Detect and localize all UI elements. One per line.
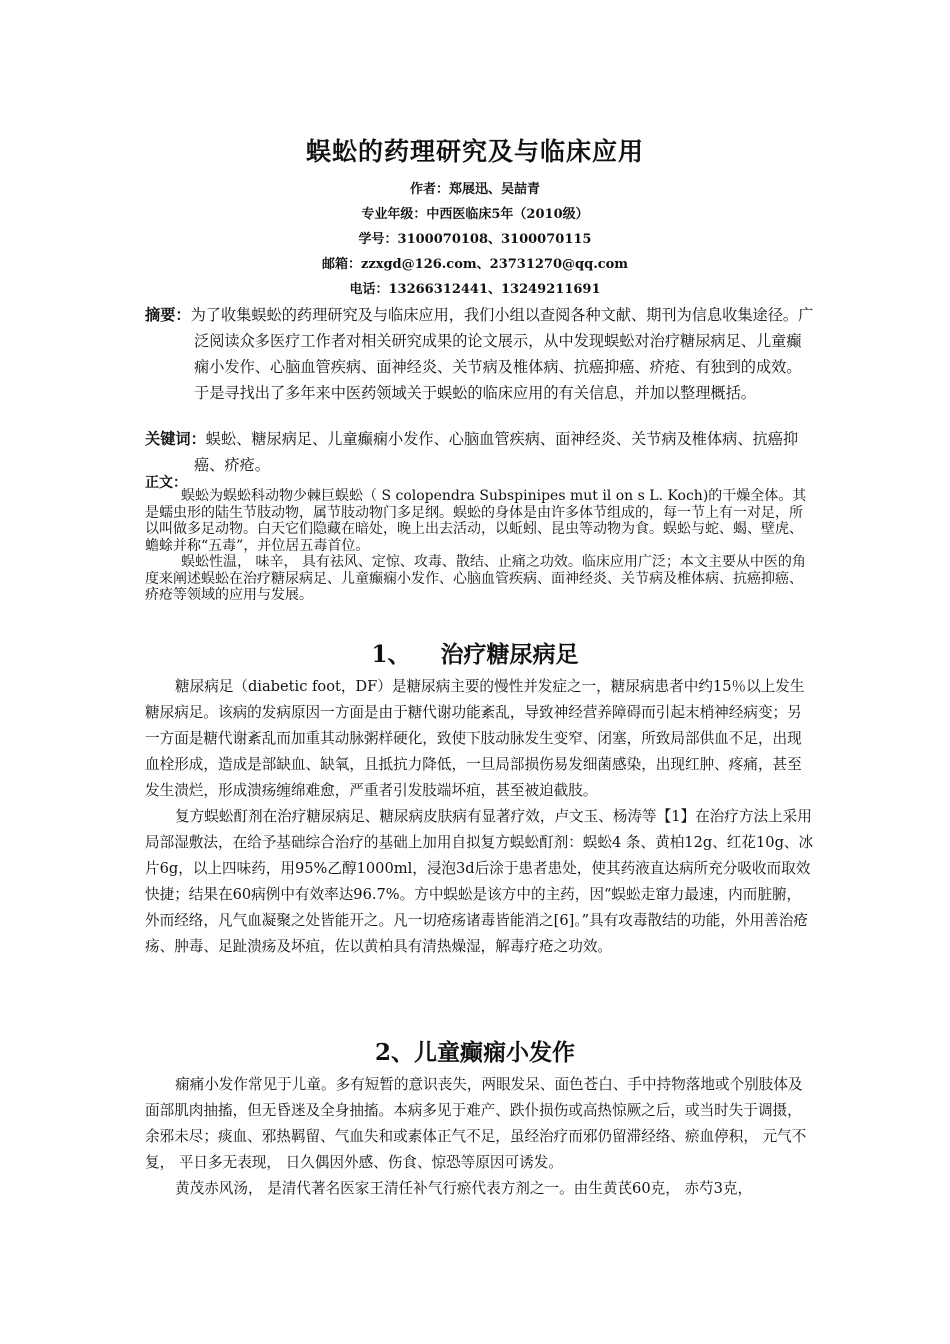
section-heading-2 [0,1034,950,1067]
section-heading-text: 治疗糖尿病足 [440,641,579,668]
email-label: 邮箱： [321,257,361,272]
intro-paragraph-1: 蜈蚣为蜈蚣科动物少棘巨蜈蚣（ S colopendra Subspinipes mut il on s L. Koch)的干燥全体。其是蠕虫形的陆生节肢动物，属节肢动物门多足纲。蜈蚣的身体是由许多体节组成的，每一节上有一对足，所以叫做多足动物。白天它们隐藏在暗处，晚上出去活动，以蚯蚓、昆虫等动物为食。蜈蚣与蛇、蝎、壁虎、蟾蜍并称“五毒”，并位居五毒首位。 [145,488,807,554]
section-2-body [145,1072,815,1202]
email-value: zzxgd@126.com、23731270@qq.com [360,257,629,272]
abstract-text: 为了收集蜈蚣的药理研究及与临床应用，我们小组以查阅各种文献、期刊为信息收集途径。广泛阅读众多医疗工作者对相关研究成果的论文展示，从中发现蜈蚣对治疗糖尿病足、儿童癫痫小发作、心脑血管疾病、面神经炎、关节病及椎体病、抗癌抑癌、疥疮、有独到的成效。于是寻找出了多年来中医药领域关于蜈蚣的临床应用的有关信息，并加以整理概括。 [190,306,814,402]
student-id-value: 3100070108、3100070115 [397,232,592,247]
section-number: 2、 [374,1039,414,1066]
intro-section [145,488,815,604]
grade-line [0,203,950,222]
abstract-label: 摘要： [145,306,191,324]
author-value: 郑展迅、吴喆青 [449,182,541,197]
phone-line [0,278,950,297]
abstract [145,302,815,406]
student-id-line [0,228,950,247]
body-label: 正文： [145,475,187,491]
keywords-label: 关键词： [145,430,206,448]
grade-label: 专业年级： [361,207,427,222]
keywords [145,426,815,478]
author-label: 作者： [409,182,449,197]
section-1-body [145,674,815,960]
document-title: 蜈蚣的药理研究及与临床应用 [305,137,644,166]
section-1-paragraph-1: 糖尿病足（diabetic foot，DF）是糖尿病主要的慢性并发症之一，糖尿病患者中约15％以上发生糖尿病足。该病的发病原因一方面是由于糖代谢功能紊乱，导致神经营养障碍而引起末梢神经病变；另一方面是糖代谢紊乱而加重其动脉粥样硬化，致使下肢动脉发生变窄、闭塞，所致局部供血不足，出现血栓形成，造成是部缺血、缺氧，且抵抗力降低，一旦局部损伤易发细菌感染，出现红肿、疼痛，甚至发生溃烂，形成溃疡缠绵难愈，严重者引发肢端坏疽，甚至被迫截肢。 [145,678,805,799]
keywords-text: 蜈蚣、糖尿病足、儿童癫痫小发作、心脑血管疾病、面神经炎、关节病及椎体病、抗癌抑癌、疥疮。 [194,430,799,474]
student-id-label: 学号： [358,232,398,247]
section-1-paragraph-2: 复方蜈蚣酊剂在治疗糖尿病足、糖尿病皮肤病有显著疗效，卢文玉、杨涛等【1】在治疗方法上采用局部湿敷法，在给予基础综合治疗的基础上加用自拟复方蜈蚣酊剂：蜈蚣4 条、黄柏12g、红花10g、冰片6g，以上四味药，用95%乙醇1000ml，浸泡3d后涂于患者患处，使其药液直达病所充分吸收而取效快捷；结果在60病例中有效率达96.7%。方中蜈蚣是该方中的主药，因“蜈蚣走窜力最速，内而脏腑，外而经络，凡气血凝聚之处皆能开之。凡一切疮疡诸毒皆能消之[6]。”具有攻毒散结的功能，外用善治疮疡、肿毒、足趾溃疡及坏疽，佐以黄柏具有清热燥湿，解毒疗疮之功效。 [145,808,814,955]
intro-paragraph-2: 蜈蚣性温， 味辛， 具有祛风、定惊、攻毒、散结、止痛之功效。临床应用广泛；本文主要从中医的角度来阐述蜈蚣在治疗糖尿病足、儿童癫痫小发作、心脑血管疾病、面神经炎、关节病及椎体病、抗癌抑癌、疥疮等领域的应用与发展。 [145,554,806,603]
section-2-paragraph-2: 黄茂赤风汤， 是清代著名医家王清任补气行瘀代表方剂之一。由生黄芪60克， 赤芍3克， [175,1180,753,1197]
grade-value: 中西医临床5年（2010级） [426,207,589,222]
email-line [0,253,950,272]
section-number: 1、 [371,641,411,668]
author-line [0,178,950,197]
section-2-paragraph-1: 痫痛小发作常见于儿童。多有短暂的意识丧失，两眼发呆、面色苍白、手中持物落地或个别肢体及面部肌肉抽搐，但无昏迷及全身抽搐。本病多见于难产、跌仆损伤或高热惊厥之后，或当时失于调摄，余邪未尽；痰血、邪热羁留、气血失和或素体正气不足，虽经治疗而邪仍留滞经络、瘀血停积， 元气不复， 平日多无表现， 日久偶因外感、伤食、惊恐等原因可诱发。 [145,1076,807,1171]
section-heading-text: 儿童癫痫小发作 [414,1039,575,1066]
phone-label: 电话： [349,282,389,297]
section-heading-1 [0,636,950,669]
phone-value: 13266312441、13249211691 [388,282,601,297]
